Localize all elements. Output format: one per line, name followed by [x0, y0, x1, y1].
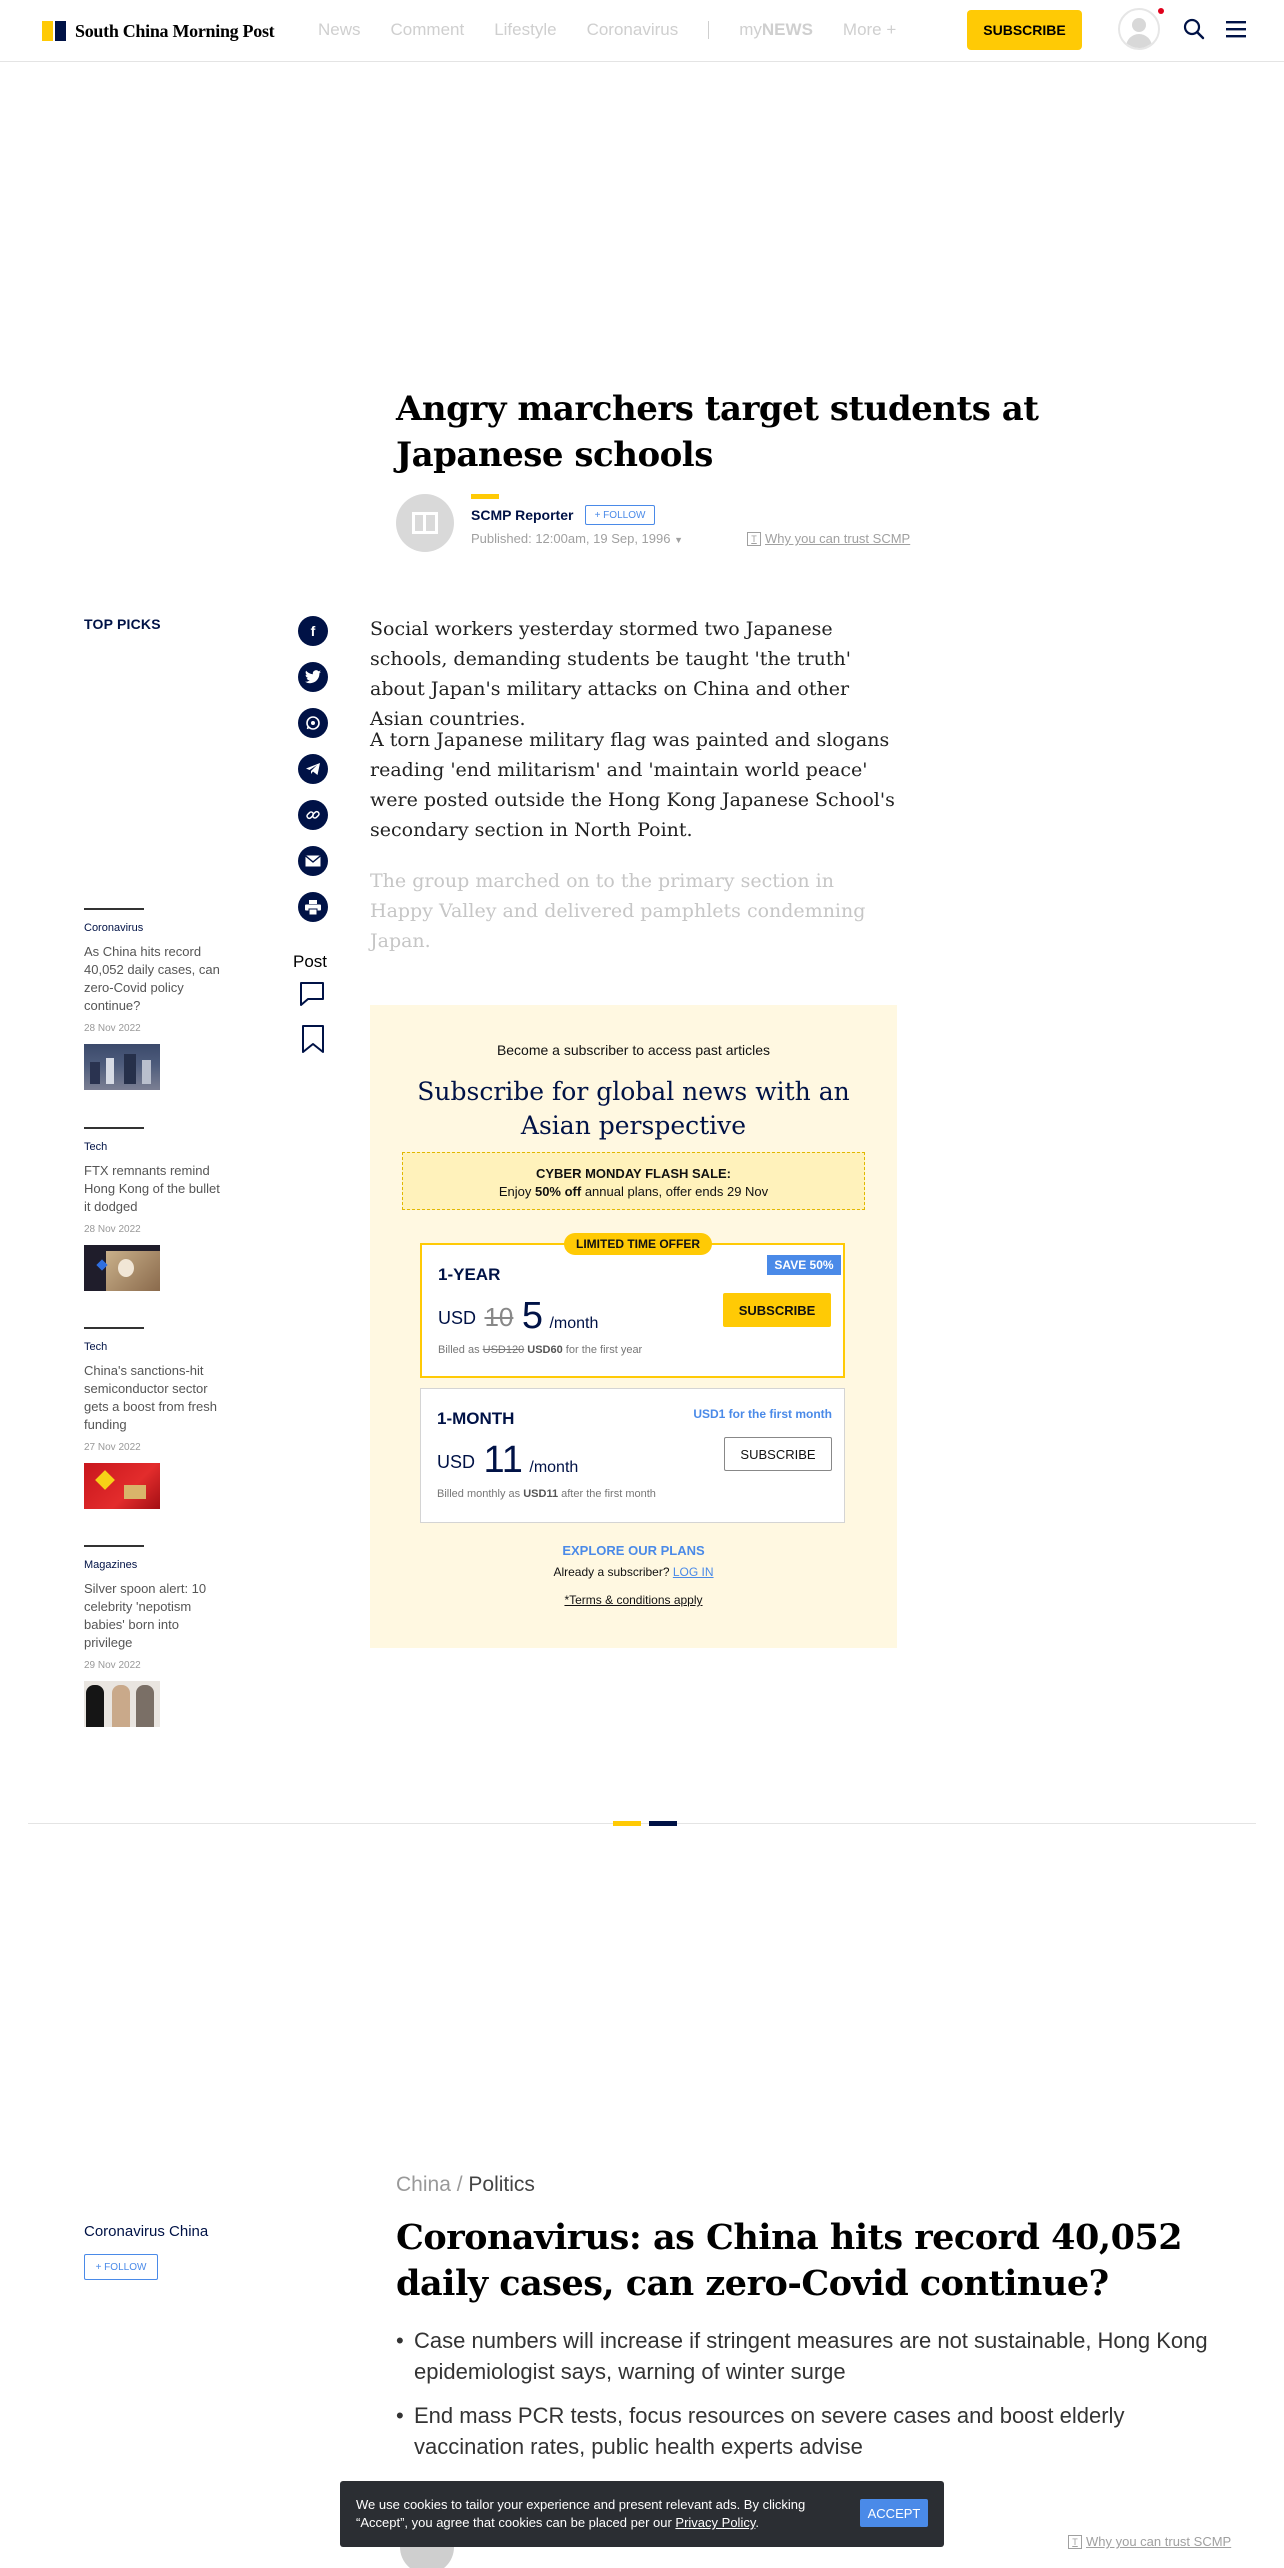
cookie-end: .	[755, 2515, 759, 2530]
divider-accent-navy	[649, 1821, 677, 1826]
article2-headline: Coronavirus: as China hits record 40,052 daily cases, can zero-Covid continue?	[396, 2217, 1183, 2304]
published-date[interactable]	[471, 531, 683, 546]
top-pick-category[interactable]: Coronavirus	[84, 922, 144, 934]
top-pick-item[interactable]	[84, 908, 224, 1090]
flash-sale-banner	[402, 1152, 865, 1210]
price-currency: USD	[437, 1452, 476, 1472]
trust-text: Why you can trust SCMP	[1086, 2534, 1232, 2549]
subscribe-year-button[interactable]: SUBSCRIBE	[723, 1293, 831, 1327]
notification-dot	[1158, 8, 1164, 14]
billed-old: USD120	[482, 1344, 525, 1356]
billed-pre: Billed monthly as	[437, 1488, 524, 1500]
flash-sale-text	[403, 1183, 864, 1201]
top-pick-category[interactable]: Tech	[84, 1141, 108, 1153]
nav-item-mynews[interactable]	[739, 20, 813, 40]
summary-bullet: • End mass PCR tests, focus resources on severe cases and boost elderly vaccination rates, public health experts advise	[396, 2400, 1226, 2462]
subscribe-month-button[interactable]: SUBSCRIBE	[724, 1437, 832, 1471]
trust-scmp-link[interactable]	[747, 531, 910, 546]
avatar-head	[1132, 18, 1146, 32]
breadcrumb-current[interactable]: Politics	[468, 2173, 535, 2196]
link-icon[interactable]	[298, 800, 328, 830]
subscription-paywall	[370, 1005, 897, 1648]
terms-link[interactable]: *Terms & conditions apply	[564, 1593, 703, 1607]
top-pick-rule	[84, 1545, 144, 1547]
privacy-policy-link[interactable]: Privacy Policy	[675, 2515, 756, 2530]
top-pick-thumbnail[interactable]	[84, 1681, 160, 1727]
logo-text: South China Morning Post	[75, 20, 275, 41]
email-icon[interactable]	[298, 846, 328, 876]
plan-price	[437, 1439, 578, 1482]
trust-icon: T	[747, 532, 761, 546]
summary-bullet: • Case numbers will increase if stringent measures are not sustainable, Hong Kong epidemiologist says, warning of winter surge	[396, 2325, 1226, 2387]
main-nav	[318, 20, 896, 40]
price-per: /month	[549, 1315, 599, 1332]
mynews-prefix: my	[739, 20, 762, 39]
whatsapp-icon[interactable]	[298, 708, 328, 738]
plan-billing-note	[437, 1488, 656, 1500]
flash-sale-title: CYBER MONDAY FLASH SALE:	[535, 1166, 732, 1181]
nav-item-comment[interactable]: Comment	[390, 20, 465, 39]
plan-name: 1-YEAR	[438, 1265, 501, 1284]
logo-navy-block	[55, 21, 66, 41]
explore-plans-link[interactable]: EXPLORE OUR PLANS	[562, 1543, 705, 1558]
article-paragraph-faded: The group marched on to the primary section in Happy Valley and delivered pamphlets condemning Japan.	[370, 870, 866, 952]
top-pick-title[interactable]: FTX remnants remind Hong Kong of the bullet it dodged	[84, 1163, 220, 1214]
billed-pre: Billed as	[438, 1344, 483, 1356]
top-pick-category[interactable]: Tech	[84, 1341, 108, 1353]
scmp-logo[interactable]	[42, 20, 274, 42]
already-subscriber	[370, 1565, 897, 1579]
top-pick-title[interactable]: As China hits record 40,052 daily cases, can zero-Covid policy continue?	[84, 944, 220, 1013]
top-pick-item[interactable]	[84, 1327, 224, 1509]
article2-summary	[396, 2325, 1226, 2475]
flash-post: annual plans, offer ends 29 Nov	[581, 1184, 769, 1199]
top-pick-title[interactable]: China's sanctions-hit semiconductor sector gets a boost from fresh funding	[84, 1363, 217, 1432]
follow-author-button[interactable]: + FOLLOW	[585, 505, 655, 525]
trust-text: Why you can trust SCMP	[765, 531, 911, 546]
mynews-bold: NEWS	[761, 20, 813, 39]
header-subscribe-button[interactable]: SUBSCRIBE	[967, 10, 1082, 50]
nav-item-lifestyle[interactable]: Lifestyle	[494, 20, 557, 39]
cookie-banner	[340, 2481, 944, 2547]
price-current: 11	[483, 1439, 523, 1481]
paywall-intro: Become a subscriber to access past articles	[496, 1042, 771, 1058]
plan-promo: USD1 for the first month	[693, 1407, 832, 1421]
top-pick-item[interactable]	[84, 1545, 224, 1727]
plan-billing-note	[438, 1344, 642, 1356]
divider-accent-yellow	[613, 1821, 641, 1826]
hamburger-menu-icon[interactable]	[1226, 20, 1246, 38]
telegram-icon[interactable]	[298, 754, 328, 784]
flash-pre: Enjoy	[498, 1184, 535, 1199]
avatar-body	[1126, 34, 1152, 50]
billed-post: for the first year	[562, 1344, 643, 1356]
chevron-down-icon: ▼	[674, 535, 684, 545]
save-badge: SAVE 50%	[767, 1255, 841, 1275]
billed-new: USD11	[523, 1488, 559, 1500]
trust-scmp-link[interactable]	[1068, 2534, 1231, 2549]
user-avatar-icon[interactable]	[1118, 8, 1160, 50]
author-accent-bar	[471, 494, 499, 499]
billed-post: after the first month	[558, 1488, 656, 1500]
comment-icon[interactable]	[298, 980, 326, 1008]
nav-item-more[interactable]: More +	[842, 20, 897, 39]
price-currency: USD	[438, 1308, 477, 1328]
top-pick-category[interactable]: Magazines	[84, 1559, 138, 1571]
plan-card-1-year[interactable]	[420, 1237, 845, 1378]
published-text: Published: 12:00am, 19 Sep, 1996	[471, 531, 671, 546]
facebook-icon[interactable]: f	[298, 616, 328, 646]
bookmark-icon[interactable]	[300, 1024, 326, 1054]
breadcrumb-parent[interactable]: China /	[396, 2173, 463, 2196]
article-headline: Angry marchers target students at Japanese schools	[396, 389, 1039, 475]
print-icon[interactable]	[298, 892, 328, 922]
top-pick-title[interactable]: Silver spoon alert: 10 celebrity 'nepotism babies' born into privilege	[84, 1581, 207, 1650]
twitter-icon[interactable]	[298, 662, 328, 692]
follow-topic-button[interactable]: + FOLLOW	[84, 2254, 158, 2280]
top-pick-thumbnail[interactable]	[84, 1245, 160, 1291]
post-label: Post	[293, 952, 328, 971]
book-icon	[412, 512, 438, 534]
breadcrumb	[396, 2173, 535, 2197]
plan-price	[438, 1295, 598, 1338]
site-header	[0, 0, 1284, 62]
article-paragraph: Social workers yesterday stormed two Japanese schools, demanding students be taught 'the truth' about Japan's military attacks on China and other Asian countries.	[370, 618, 851, 730]
limited-offer-badge: LIMITED TIME OFFER	[564, 1233, 712, 1255]
price-per: /month	[529, 1459, 579, 1476]
accept-cookies-button[interactable]: ACCEPT	[860, 2499, 928, 2527]
top-pick-date: 28 Nov 2022	[84, 1023, 141, 1034]
article-paragraph: A torn Japanese military flag was painted and slogans reading 'end militarism' and 'maintain world peace' were posted outside the Hong Kong Japanese School's secondary section in North Point.	[370, 729, 895, 841]
top-pick-rule	[84, 908, 144, 910]
plan-card-1-month[interactable]	[420, 1388, 845, 1523]
price-old: 10	[484, 1302, 514, 1332]
billed-new: USD60	[527, 1344, 563, 1356]
top-pick-rule	[84, 1127, 144, 1129]
price-current: 5	[521, 1295, 543, 1337]
paywall-title: Subscribe for global news with an Asian perspective	[417, 1077, 850, 1140]
top-pick-date: 29 Nov 2022	[84, 1660, 141, 1671]
logo-yellow-block	[42, 21, 53, 41]
top-pick-date: 28 Nov 2022	[84, 1224, 141, 1235]
cookie-text	[356, 2496, 846, 2532]
flash-bold: 50% off	[534, 1184, 582, 1199]
login-link[interactable]: LOG IN	[672, 1565, 714, 1579]
cookie-message: We use cookies to tailor your experience and present relevant ads. By clicking “Accept”, you agree that cookies can be placed per our	[356, 2497, 806, 2530]
plan-name: 1-MONTH	[437, 1409, 515, 1428]
author-name[interactable]: SCMP Reporter	[471, 507, 574, 523]
nav-item-coronavirus[interactable]: Coronavirus	[586, 20, 679, 39]
top-pick-thumbnail[interactable]	[84, 1463, 160, 1509]
top-pick-date: 27 Nov 2022	[84, 1442, 141, 1453]
search-icon[interactable]	[1183, 18, 1205, 40]
top-pick-item[interactable]	[84, 1127, 224, 1291]
top-picks-heading: TOP PICKS	[84, 616, 161, 632]
article-divider	[28, 1823, 1256, 1824]
top-pick-rule	[84, 1327, 144, 1329]
nav-item-news[interactable]: News	[318, 20, 361, 39]
nav-separator	[708, 21, 709, 39]
topic-name[interactable]: Coronavirus China	[84, 2223, 209, 2240]
top-pick-thumbnail[interactable]	[84, 1044, 160, 1090]
already-text: Already a subscriber?	[553, 1565, 670, 1579]
trust-icon: T	[1068, 2535, 1082, 2549]
author-avatar[interactable]	[396, 494, 454, 552]
